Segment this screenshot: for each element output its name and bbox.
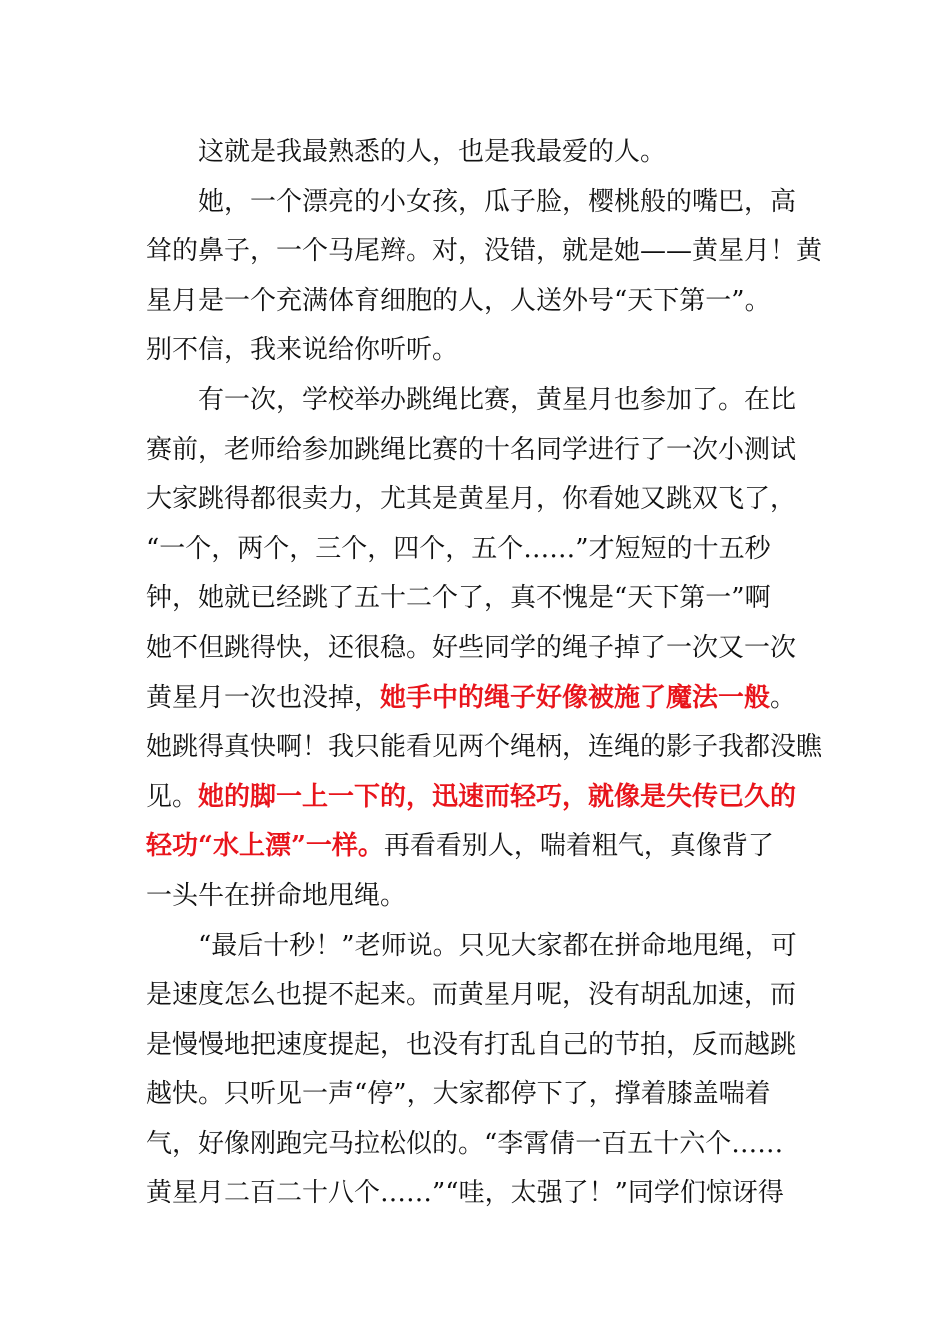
text-run: 她不但跳得快，还很稳。好些同学的绳子掉了一次又一次 [146, 632, 797, 663]
essay-body [146, 128, 823, 1219]
text-run: 见。 [146, 781, 199, 812]
paragraph-3-line-7 [146, 674, 810, 724]
text-run: 赛前，老师给参加跳绳比赛的十名同学进行了一次小测试 [146, 434, 797, 465]
text-run: 气，好像刚跑完马拉松似的。“李霄倩一百五十六个…… [146, 1128, 784, 1159]
text-run: 她跳得真快啊！我只能看见两个绳柄，连绳的影子我都没瞧 [146, 732, 823, 763]
paragraph-4-line-3 [146, 1021, 810, 1071]
text-run: 她，一个漂亮的小女孩，瓜子脸，樱桃般的嘴巴，高 [198, 186, 797, 217]
paragraph-2-line-3 [146, 277, 810, 327]
paragraph-3-line-4 [146, 525, 810, 575]
text-run: 耸的鼻子，一个马尾辫。对，没错，就是她——黄星月！黄 [146, 236, 823, 267]
text-run: “最后十秒！”老师说。只见大家都在拼命地甩绳，可 [198, 930, 797, 961]
paragraph-4-line-4 [146, 1070, 810, 1120]
text-run: 一头牛在拼命地甩绳。 [146, 880, 407, 911]
paragraph-3-line-5 [146, 574, 810, 624]
paragraph-4-line-2 [146, 971, 810, 1021]
paragraph-3-line-10 [146, 822, 810, 872]
text-run: “一个，两个，三个，四个，五个……”才短短的十五秒 [146, 533, 771, 564]
text-run: 黄星月一次也没掉， [146, 682, 381, 713]
paragraph-2-line-1 [146, 178, 810, 228]
text-run: 是速度怎么也提不起来。而黄星月呢，没有胡乱加速，而 [146, 980, 797, 1011]
paragraph-3-line-2 [146, 426, 810, 476]
paragraph-3-line-11 [146, 872, 810, 922]
paragraph-3-line-1 [146, 376, 810, 426]
text-run: 越快。只听见一声“停”，大家都停下了，撑着膝盖喘着 [146, 1079, 771, 1110]
paragraph-2-line-2 [146, 227, 823, 277]
highlighted-sentence: 轻功“水上漂”一样。 [146, 831, 384, 862]
text-run: 别不信，我来说给你听听。 [146, 335, 459, 366]
highlighted-sentence: 她的脚一上一下的，迅速而轻巧，就像是失传已久的 [198, 781, 797, 812]
paragraph-4-line-6 [146, 1169, 810, 1219]
highlighted-sentence: 她手中的绳子好像被施了魔法一般 [380, 682, 771, 713]
text-run: 星月是一个充满体育细胞的人，人送外号“天下第一”。 [146, 285, 771, 316]
text-run: 这就是我最熟悉的人，也是我最爱的人。 [198, 137, 667, 167]
text-run: 钟，她就已经跳了五十二个了，真不愧是“天下第一”啊 [146, 583, 771, 614]
paragraph-2-line-4 [146, 326, 810, 376]
text-run: 。 [770, 682, 797, 713]
paragraph-1-line-1 [146, 128, 810, 178]
text-run: 再看看别人，喘着粗气，真像背了 [383, 831, 774, 862]
paragraph-3-line-6 [146, 624, 810, 674]
paragraph-3-line-9 [146, 773, 810, 823]
text-run: 是慢慢地把速度提起，也没有打乱自己的节拍，反而越跳 [146, 1029, 797, 1060]
paragraph-4-line-5 [146, 1120, 810, 1170]
text-run: 黄星月二百二十八个……”“哇，太强了！”同学们惊讶得 [146, 1178, 784, 1209]
paragraph-3-line-3 [146, 475, 810, 525]
paragraph-4-line-1 [146, 922, 810, 972]
text-run: 大家跳得都很卖力，尤其是黄星月，你看她又跳双飞了， [146, 484, 797, 515]
text-run: 有一次，学校举办跳绳比赛，黄星月也参加了。在比 [198, 384, 797, 415]
paragraph-3-line-8 [146, 723, 823, 773]
